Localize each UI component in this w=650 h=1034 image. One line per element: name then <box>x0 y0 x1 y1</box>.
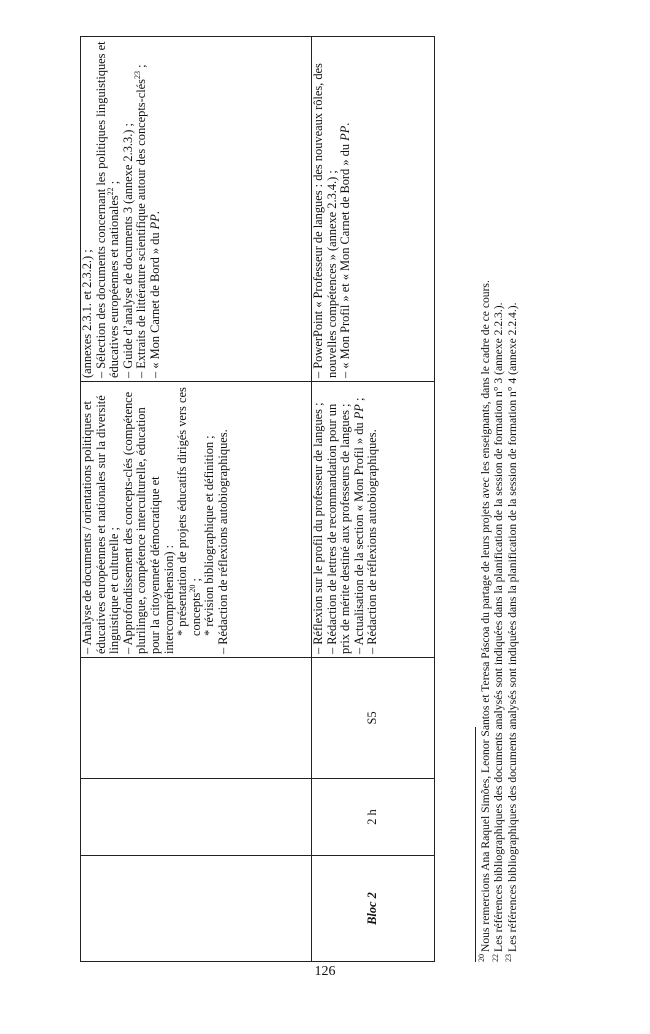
page-number: 126 <box>314 964 336 979</box>
rotated-page-content <box>80 41 530 962</box>
footnote-ref: 22 <box>106 187 116 196</box>
resources-cell <box>81 37 312 382</box>
activity-item: * présentation de projets éducatifs dirigés vers ces concepts$^{20}$ ; <box>175 387 203 636</box>
activity-item: – Réflexion sur le profil du professeur de langues ; <box>311 402 325 654</box>
activity-item: * révision bibliographique et définition ; <box>202 435 217 636</box>
activity-item: – Rédaction de réflexions autobiographiques. <box>215 429 230 654</box>
resource-item: – Extraits de littérature scientifique autour des concepts-clés$^{23}$ ; <box>133 64 149 378</box>
activity-item: – Actualisation de la section « Mon Profil » du PP ; <box>351 397 366 654</box>
resource-item: – « Mon Carnet de Bord » du PP. <box>147 211 162 378</box>
footnote-divider <box>475 727 476 962</box>
resource-item: – PowerPoint « Professeur de langues : des nouveaux rôles, des nouvelles compétences » (annexe 2.3.4.) ; <box>311 63 339 378</box>
table-row <box>312 37 435 962</box>
resource-item: – Guide d’analyse de documents 3 (annexe 2.3.3.) ; <box>120 123 135 378</box>
activity-item: – Rédaction de réflexions autobiographiques. <box>365 429 380 654</box>
duration-cell <box>312 779 435 856</box>
activity-item: – Rédaction de lettres de recommandation pour un prix de mérite destiné aux professeurs de langues ; <box>324 403 353 654</box>
footnote-ref: 23 <box>133 71 143 79</box>
activity-item: – Approfondissement des concepts-clés (compétence plurilingue, compétence interculturelle, éducation pour la citoyenneté démocratique et intercompréhension) : <box>120 391 176 654</box>
footnote: $^{23}$Les références bibliographiques des documents analysés sont indiquées dans la planification de la session de formation n° 4 (annexe 2.2.4.). <box>503 302 519 962</box>
training-plan-table <box>80 36 435 962</box>
resource-item: (annexes 2.3.1. et 2.3.2.) ; <box>80 249 94 378</box>
bloc-cell <box>81 856 312 962</box>
footnote-number: 22 <box>490 954 500 962</box>
activity-item: – Analyse de documents / orientations politiques et éducatives européennes et nationales sur la diversité linguistique et culturelle ; <box>80 395 122 654</box>
footnote-ref: 20 <box>187 584 197 593</box>
footnote-number: 20 <box>477 954 487 962</box>
bloc-cell <box>312 856 435 962</box>
activities-cell <box>81 382 312 658</box>
duration-value: 2 h <box>365 809 380 825</box>
resources-cell <box>312 37 435 382</box>
table-row <box>81 37 312 962</box>
resource-item: – Sélection des documents concernant les politiques linguistiques et éducatives européennes et nationales$^{22}$ ; <box>93 41 122 378</box>
session-cell <box>81 658 312 779</box>
footnote: $^{20}$Nous remercions Ana Raquel Simões, Leonor Santos et Teresa Páscoa du partage de leurs projets avec les enseignants, dans le cadre de ce cours. <box>477 280 492 962</box>
session-cell <box>312 658 435 779</box>
footnote-number: 23 <box>503 954 513 962</box>
activities-cell <box>312 382 435 658</box>
duration-cell <box>81 779 312 856</box>
footnote: $^{22}$Les références bibliographiques des documents analysés sont indiquées dans la planification de la session de formation n° 3 (annexe 2.2.3.). <box>490 302 506 962</box>
session-value: S5 <box>365 711 380 725</box>
bloc-label: Bloc 2 <box>365 892 380 925</box>
footnotes <box>479 72 519 962</box>
resource-item: – « Mon Profil » et « Mon Carnet de Bord » du PP. <box>338 122 353 378</box>
